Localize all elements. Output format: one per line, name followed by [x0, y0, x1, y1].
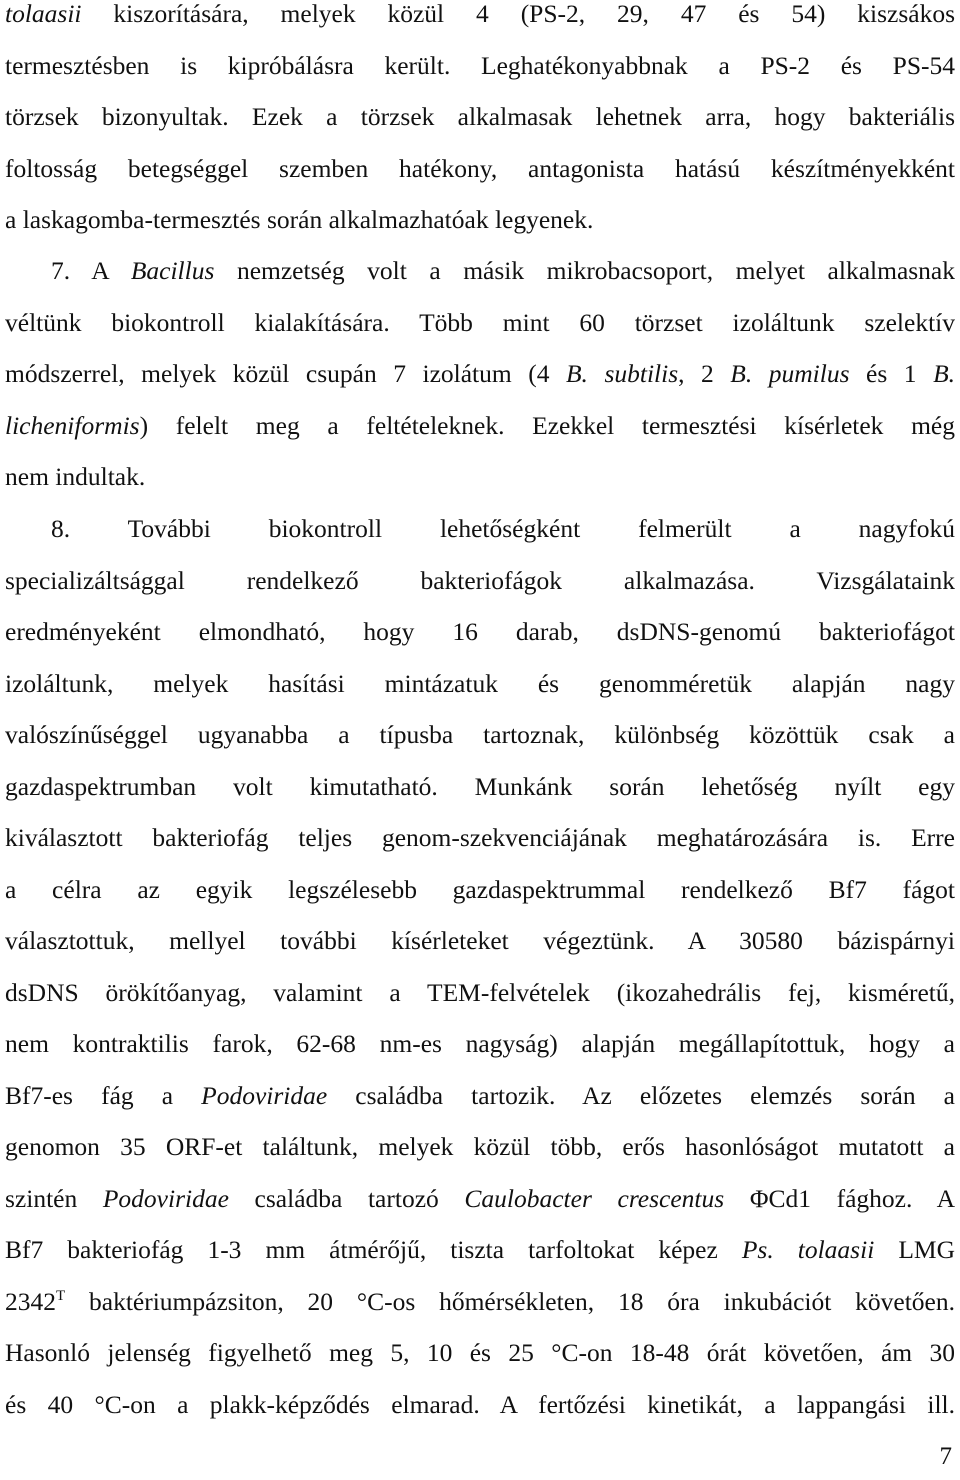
paragraph-2 [5, 245, 955, 503]
text-line [5, 348, 955, 400]
text-span: 7. A [51, 256, 131, 285]
text-span: családba tartozik. Az előzetes elemzés során a [327, 1080, 955, 1110]
text-line: foltosság betegséggel szemben hatékony, antagonista hatású készítményekként [5, 153, 955, 183]
italic-family-name: Podoviridae [102, 1183, 229, 1213]
text-line [5, 1276, 955, 1328]
text-span: , 2 [678, 359, 731, 388]
text-span: módszerrel, melyek közül csupán 7 izolátum (4 [5, 359, 566, 388]
text-line: termesztésben is kipróbálásra került. Leghatékonyabbnak a PS-2 és PS-54 [5, 50, 955, 80]
text-span: baktériumpázsiton, 20 °C-os hőmérsékleten, 18 óra inkubációt követően. [65, 1286, 955, 1316]
text-line: specializáltsággal rendelkező bakteriofágok alkalmazása. Vizsgálataink [5, 565, 955, 595]
superscript: T [56, 1287, 66, 1304]
text-span: kiszorítására, melyek közül 4 (PS-2, 29, 47 és 54) kiszsákos [81, 0, 955, 28]
text-line: izoláltunk, melyek hasítási mintázatuk és genomméretük alapján nagy [5, 668, 955, 698]
paragraph-1 [5, 0, 955, 246]
text-line: a laskagomba-termesztés során alkalmazhatóak legyenek. [5, 205, 594, 234]
text-span: szintén [5, 1183, 103, 1213]
italic-species-name: Caulobacter crescentus [464, 1183, 725, 1213]
text-line: kiválasztott bakteriofág teljes genom-szekvenciájának meghatározására is. Erre [5, 823, 955, 852]
text-line: 8. További biokontroll lehetőségként felmerült a nagyfokú [51, 514, 955, 543]
text-line: véltünk biokontroll kialakítására. Több mint 60 törzset izoláltunk szelektív [5, 307, 955, 337]
text-span: LMG [874, 1235, 955, 1264]
page-number: 7 [939, 1443, 952, 1470]
text-span: és 1 [849, 359, 934, 388]
text-line: dsDNS örökítőanyag, valamint a TEM-felvételek (ikozahedrális fej, kisméretű, [5, 977, 955, 1007]
italic-species-name: licheniformis [5, 410, 140, 440]
text-line: nem indultak. [5, 462, 146, 491]
paragraph-3 [5, 503, 955, 1430]
text-line: választottuk, mellyel további kísérleteket végeztünk. A 30580 bázispárnyi [5, 926, 955, 955]
text-line [5, 400, 955, 452]
italic-species-name: B. subtilis [565, 359, 679, 388]
text-line: törzsek bizonyultak. Ezek a törzsek alkalmasak lehetnek arra, hogy bakteriális [5, 102, 955, 131]
text-line: a célra az egyik legszélesebb gazdaspektrummal rendelkező Bf7 fágot [5, 874, 955, 904]
text-span: ΦCd1 fághoz. A [724, 1183, 955, 1213]
text-span: Bf7 bakteriofág 1-3 mm átmérőjű, tiszta tarfoltokat képez [5, 1235, 742, 1264]
text-span: családba tartozó [228, 1183, 465, 1213]
text-line: genomon 35 ORF-et találtunk, melyek közül több, erős hasonlóságot mutatott a [5, 1132, 955, 1161]
text-line [5, 1070, 955, 1122]
text-line: gazdaspektrumban volt kimutatható. Munkánk során lehetőség nyílt egy [5, 771, 955, 801]
text-line [5, 0, 955, 40]
italic-genus-name: Bacillus [130, 256, 215, 285]
text-line [5, 245, 955, 297]
italic-species-name: tolaasii [5, 0, 82, 28]
italic-family-name: Podoviridae [201, 1080, 328, 1110]
text-span: 2342 [5, 1286, 56, 1316]
text-line: valószínűséggel ugyanabba a típusba tartoznak, különbség közöttük csak a [5, 720, 955, 749]
text-span: Bf7-es fág a [5, 1080, 202, 1110]
text-line: eredményeként elmondható, hogy 16 darab, dsDNS-genomú bakteriofágot [5, 617, 955, 646]
text-span: nemzetség volt a másik mikrobacsoport, melyet alkalmasnak [214, 256, 955, 285]
italic-species-name: B. [933, 359, 956, 388]
italic-species-name: Ps. tolaasii [741, 1235, 875, 1264]
text-span: ) felelt meg a feltételeknek. Ezekkel termesztési kísérletek még [139, 410, 955, 440]
text-line: Hasonló jelenség figyelhető meg 5, 10 és 25 °C-on 18-48 órát követően, ám 30 [5, 1338, 955, 1367]
text-line: és 40 °C-on a plakk-képződés elmarad. A fertőzési kinetikát, a lappangási ill. [5, 1389, 955, 1419]
text-line: nem kontraktilis farok, 62-68 nm-es nagyság) alapján megállapítottuk, hogy a [5, 1029, 955, 1058]
text-line [5, 1173, 955, 1225]
text-line [5, 1224, 955, 1276]
italic-species-name: B. pumilus [730, 359, 850, 388]
